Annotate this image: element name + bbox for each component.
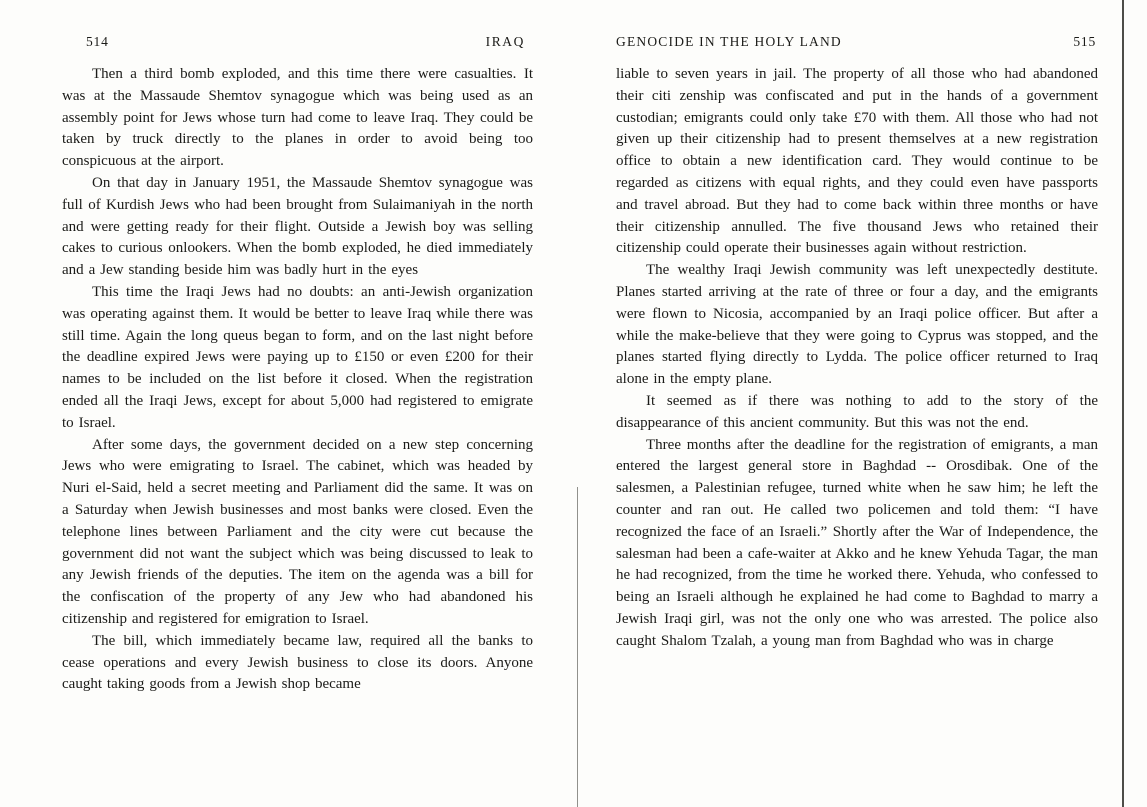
- paragraph: liable to seven years in jail. The property of all those who had abandoned their citi zenship was confiscated and put in the hands of a government custodian; emigrants could only take £70 with them. All those who had not given up their citizenship had to present themselves at a new registration office to obtain a new identification card. They would continue to be regarded as citizens with equal rights, and they could even have passports and travel abroad. But they had to come back within three months or have their citizenship annulled. The five thousand Jews who retained their citizenship could operate their businesses again without restriction.: [616, 66, 1098, 257]
- page-right-header: [616, 34, 1098, 50]
- paragraph: On that day in January 1951, the Massaude Shemtov synagogue was full of Kurdish Jews who had been brought from Sulaimaniyah in the north and were getting ready for their flight. Outside a Jewish boy was selling cakes to curious onlookers. When the bomb exploded, he died immediately and a Jew standing beside him was badly hurt in the eyes: [62, 174, 533, 279]
- page-left: [62, 34, 533, 696]
- paragraph: Three months after the deadline for the registration of emigrants, a man entered the largest general store in Baghdad -- Orosdibak. One of the salesmen, a Palestinian refugee, turned white when he saw him; he left the counter and ran out. He called two policemen and told them: “I have recognized the face of an Israeli.” Shortly after the War of Independence, the salesman had been a cafe-waiter at Akko and he knew Yehuda Tagar, the man he had recognized, from the time he worked there. Yehuda, who confessed to being an Israeli although he explained he had come to Baghdad to marry a Jewish Iraqi girl, was not the only one who was arrested. The police also caught Shalom Tzalah, a young man from Baghdad who was in charge: [616, 436, 1098, 649]
- paragraph: It seemed as if there was nothing to add to the story of the disappearance of this ancient community. But this was not the end.: [616, 392, 1098, 431]
- page-left-body: [62, 64, 533, 696]
- paragraph: Then a third bomb exploded, and this time there were casualties. It was at the Massaude Shemtov synagogue which was being used as an assembly point for Jews whose turn had come to leave Iraq. They could be taken by truck directly to the planes in order to avoid being too conspicuous at the airport.: [62, 66, 533, 170]
- page-right-body: [616, 64, 1098, 653]
- paragraph: This time the Iraqi Jews had no doubts: an anti-Jewish organization was operating against them. It would be better to leave Iraq while there was still time. Again the long queus began to form, and on the last night before the deadline expired Jews were paying up to £150 or even £200 for their names to be included on the list before it closed. When the registration ended all the Iraqi Jews, except for about 5,000 had registered to emigrate to Israel.: [62, 283, 533, 431]
- paragraph: The bill, which immediately became law, required all the banks to cease operations and every Jewish business to close its doors. Anyone caught taking goods from a Jewish shop became: [62, 632, 533, 693]
- running-header-right: GENOCIDE IN THE HOLY LAND: [616, 34, 842, 49]
- page-right: [616, 34, 1098, 653]
- gutter-shadow-line: [577, 487, 578, 807]
- page-number-left: 514: [86, 34, 109, 49]
- running-header-left: IRAQ: [485, 34, 525, 49]
- page-number-right: 515: [1073, 34, 1096, 49]
- page-left-header: [62, 34, 533, 50]
- paragraph: After some days, the government decided on a new step concerning Jews who were emigrating to Israel. The cabinet, which was headed by Nuri el-Said, held a secret meeting and Parliament did the same. It was on a Saturday when Jewish businesses and most banks were closed. Even the telephone lines between Parliament and the city were cut because the government did not want the subject which was being discussed to leak to any Jewish friends of the deputies. The item on the agenda was a bill for the confiscation of the property of any Jew who had abandoned his citizenship and registered for emigration to Israel.: [62, 436, 533, 627]
- paragraph: The wealthy Iraqi Jewish community was left unexpectedly destitute. Planes started arriving at the rate of three or four a day, and the emigrants were flown to Nicosia, accompanied by an Iraqi police officer. But after a while the make-believe that they were going to Cyprus was stopped, and the planes started flying directly to Lydda. The police officer returned to Iraq alone in the empty plane.: [616, 262, 1098, 388]
- page-edge-line: [1122, 0, 1124, 807]
